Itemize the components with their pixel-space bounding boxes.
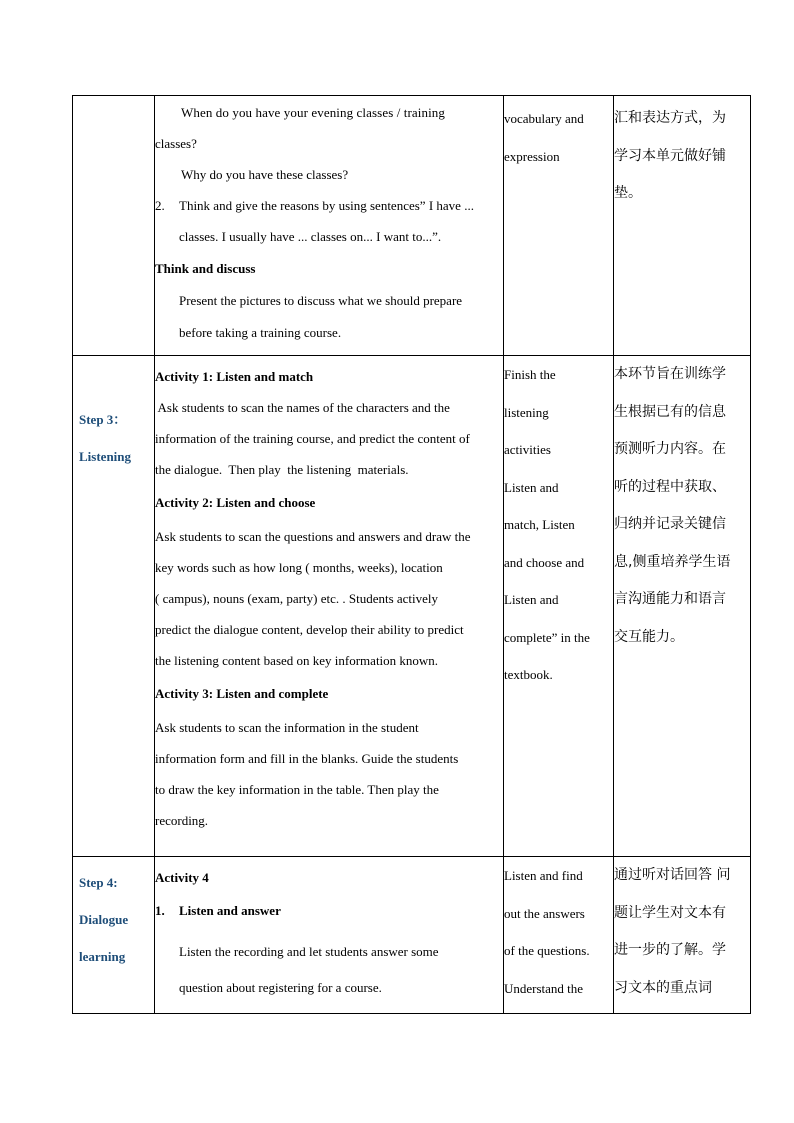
activity-title: Activity 4 (155, 870, 209, 885)
objective-line: Understand the (504, 980, 584, 996)
list-item: 2. Think and give the reasons by using sentences” I have ... (155, 190, 503, 221)
activity-title: Activity 1: Listen and match (155, 369, 314, 384)
purpose-line: 预测听力内容。在 (614, 441, 726, 457)
paragraph-line: before taking a training course. (179, 325, 342, 340)
purpose-line: 学习本单元做好铺 (614, 147, 726, 164)
paragraph-line: Listen the recording and let students answer some (179, 944, 439, 959)
objective-line: listening (504, 404, 549, 420)
purpose-line: 交互能力。 (614, 628, 684, 645)
paragraph-line: Present the pictures to discuss what we should prepare (179, 293, 463, 308)
purpose-line: 本环节旨在训练学 (614, 366, 726, 382)
lesson-plan-table (72, 95, 751, 1014)
paragraph-line: the dialogue. Then play the listening materials. (155, 462, 409, 477)
purpose-line: 进一步的了解。学 (614, 942, 726, 958)
paragraph-line: predict the dialogue content, develop their ability to predict (155, 622, 464, 637)
purpose-line: 归纳并记录关键信 (614, 516, 726, 532)
objective-line: vocabulary and (504, 111, 584, 126)
section-heading: Think and discuss (155, 261, 256, 276)
activity-title: Activity 3: Listen and complete (155, 686, 329, 701)
purpose-line: 习文本的重点词 (614, 979, 712, 996)
objective-line: of the questions. (504, 943, 590, 958)
purpose-line: 息,侧重培养学生语 (614, 553, 731, 570)
purpose-line: 言沟通能力和语言 (614, 591, 726, 607)
list-item: 1. Listen and answer (155, 885, 503, 937)
objective-cell (504, 857, 614, 1014)
paragraph-line: to draw the key information in the table. Then play the (155, 782, 439, 797)
purpose-line: 生根据已有的信息 (614, 403, 726, 420)
objective-cell (504, 96, 614, 356)
step-title: learning (79, 949, 126, 964)
purpose-line: 垫。 (614, 185, 642, 201)
question-line: When do you have your evening classes / training (181, 105, 446, 120)
objective-line: activities (504, 442, 551, 457)
table-row (73, 356, 751, 857)
paragraph-line: Ask students to scan the names of the characters and the (155, 400, 450, 415)
objective-line: and choose and (504, 554, 585, 570)
purpose-line: 通过听对话回答 问 (614, 867, 731, 883)
paragraph-line: Ask students to scan the information in the student (155, 720, 419, 735)
objective-line: complete” in the (504, 629, 590, 645)
activity-cell (155, 96, 504, 356)
activity-cell (155, 356, 504, 857)
purpose-cell (614, 356, 751, 857)
question-line: Why do you have these classes? (181, 167, 349, 182)
objective-line: out the answers (504, 905, 585, 921)
objective-cell (504, 356, 614, 857)
objective-line: match, Listen (504, 517, 575, 532)
step-label: Step 3： (79, 412, 127, 427)
step-title: Listening (79, 449, 132, 464)
list-number: 2. (155, 198, 165, 213)
paragraph-line: key words such as how long ( months, weeks), location (155, 560, 443, 575)
objective-line: Listen and (504, 479, 559, 495)
purpose-line: 听的过程中获取、 (614, 478, 726, 495)
step-cell (73, 857, 155, 1014)
paragraph-line: the listening content based on key information known. (155, 653, 439, 668)
paragraph-line: information of the training course, and predict the content of (155, 431, 470, 446)
paragraph-line: question about registering for a course. (179, 980, 382, 995)
paragraph-line: recording. (155, 813, 209, 828)
paragraph-line: ( campus), nouns (exam, party) etc. . Students actively (155, 591, 439, 606)
activity-cell (155, 857, 504, 1014)
step-title: Dialogue (79, 912, 129, 927)
purpose-line: 汇和表达方式，为 (614, 110, 726, 126)
objective-line: Listen and (504, 592, 559, 607)
step-cell (73, 96, 155, 356)
objective-line: Finish the (504, 367, 556, 382)
objective-line: textbook. (504, 667, 553, 682)
objective-line: Listen and find (504, 868, 583, 883)
activity-title: Activity 2: Listen and choose (155, 495, 316, 510)
table-row (73, 96, 751, 356)
purpose-cell (614, 857, 751, 1014)
list-item-continuation: classes. I usually have ... classes on... I want to...”. (179, 229, 442, 244)
step-label: Step 4: (79, 875, 118, 890)
table-row (73, 857, 751, 1014)
purpose-line: 题让学生对文本有 (614, 904, 726, 921)
purpose-cell (614, 96, 751, 356)
paragraph-line: information form and fill in the blanks. Guide the students (155, 751, 459, 766)
list-number: 1. (155, 903, 165, 918)
paragraph-line: Ask students to scan the questions and answers and draw the (155, 529, 471, 544)
question-line: classes? (155, 136, 197, 151)
objective-line: expression (504, 148, 560, 164)
step-cell (73, 356, 155, 857)
